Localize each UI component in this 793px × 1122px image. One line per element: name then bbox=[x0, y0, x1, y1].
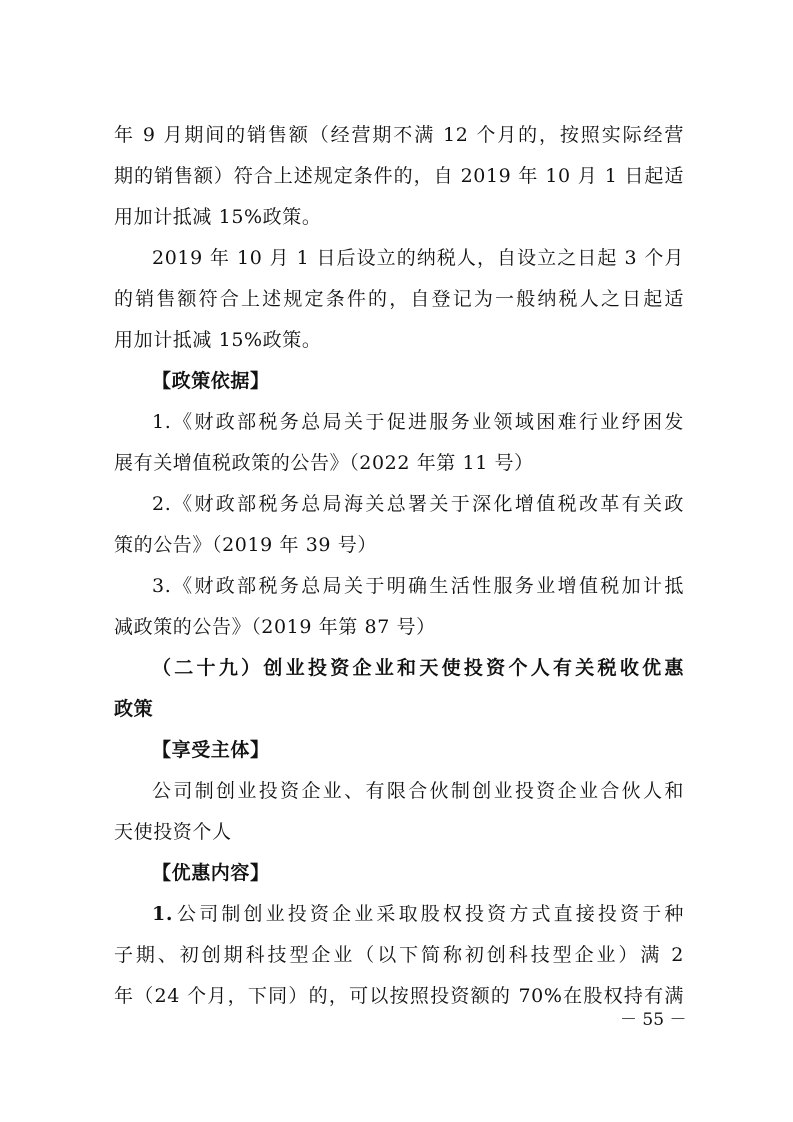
page-number: － 55 － bbox=[620, 1010, 687, 1030]
body-text-line: 年（24 个月，下同）的，可以按照投资额的 70%在股权持有满 bbox=[114, 985, 684, 1007]
section-title: （二十九）创业投资企业和天使投资个人有关税收优惠 bbox=[152, 657, 684, 679]
body-text-line: 期的销售额）符合上述规定条件的，自 2019 年 10 月 1 日起适 bbox=[114, 165, 684, 187]
section-heading-policy-basis: 【政策依据】 bbox=[152, 370, 270, 392]
policy-reference-item: 2.《财政部税务总局海关总署关于深化增值税改革有关政 bbox=[152, 493, 684, 515]
body-text-line: 2019 年 10 月 1 日后设立的纳税人，自设立之日起 3 个月 bbox=[152, 247, 684, 269]
policy-reference-item: 策的公告》（2019 年 39 号） bbox=[114, 534, 377, 556]
policy-reference-item: 展有关增值税政策的公告》（2022 年第 11 号） bbox=[114, 452, 534, 474]
section-heading-beneficiary: 【享受主体】 bbox=[152, 739, 270, 761]
item-number: 1. bbox=[152, 903, 174, 925]
body-text-line: 天使投资个人 bbox=[114, 821, 232, 843]
body-text-line: 公司制创业投资企业、有限合伙制创业投资企业合伙人和 bbox=[152, 780, 684, 802]
body-text-line bbox=[152, 901, 684, 927]
policy-reference-item: 减政策的公告》（2019 年第 87 号） bbox=[114, 616, 436, 638]
policy-reference-item: 3.《财政部税务总局关于明确生活性服务业增值税加计抵 bbox=[152, 575, 684, 597]
section-heading-preferential-content: 【优惠内容】 bbox=[152, 862, 270, 884]
policy-reference-item: 1.《财政部税务总局关于促进服务业领域困难行业纾困发 bbox=[152, 411, 684, 433]
section-title: 政策 bbox=[114, 698, 154, 720]
body-text-line: 用加计抵减 15%政策。 bbox=[114, 329, 322, 351]
item-text: 公司制创业投资企业采取股权投资方式直接投资于种 bbox=[177, 903, 684, 925]
body-text-line: 的销售额符合上述规定条件的，自登记为一般纳税人之日起适 bbox=[114, 288, 684, 310]
body-text-line: 子期、初创期科技型企业（以下简称初创科技型企业）满 2 bbox=[114, 944, 684, 966]
body-text-line: 年 9 月期间的销售额（经营期不满 12 个月的，按照实际经营 bbox=[114, 124, 684, 146]
body-text-line: 用加计抵减 15%政策。 bbox=[114, 206, 322, 228]
